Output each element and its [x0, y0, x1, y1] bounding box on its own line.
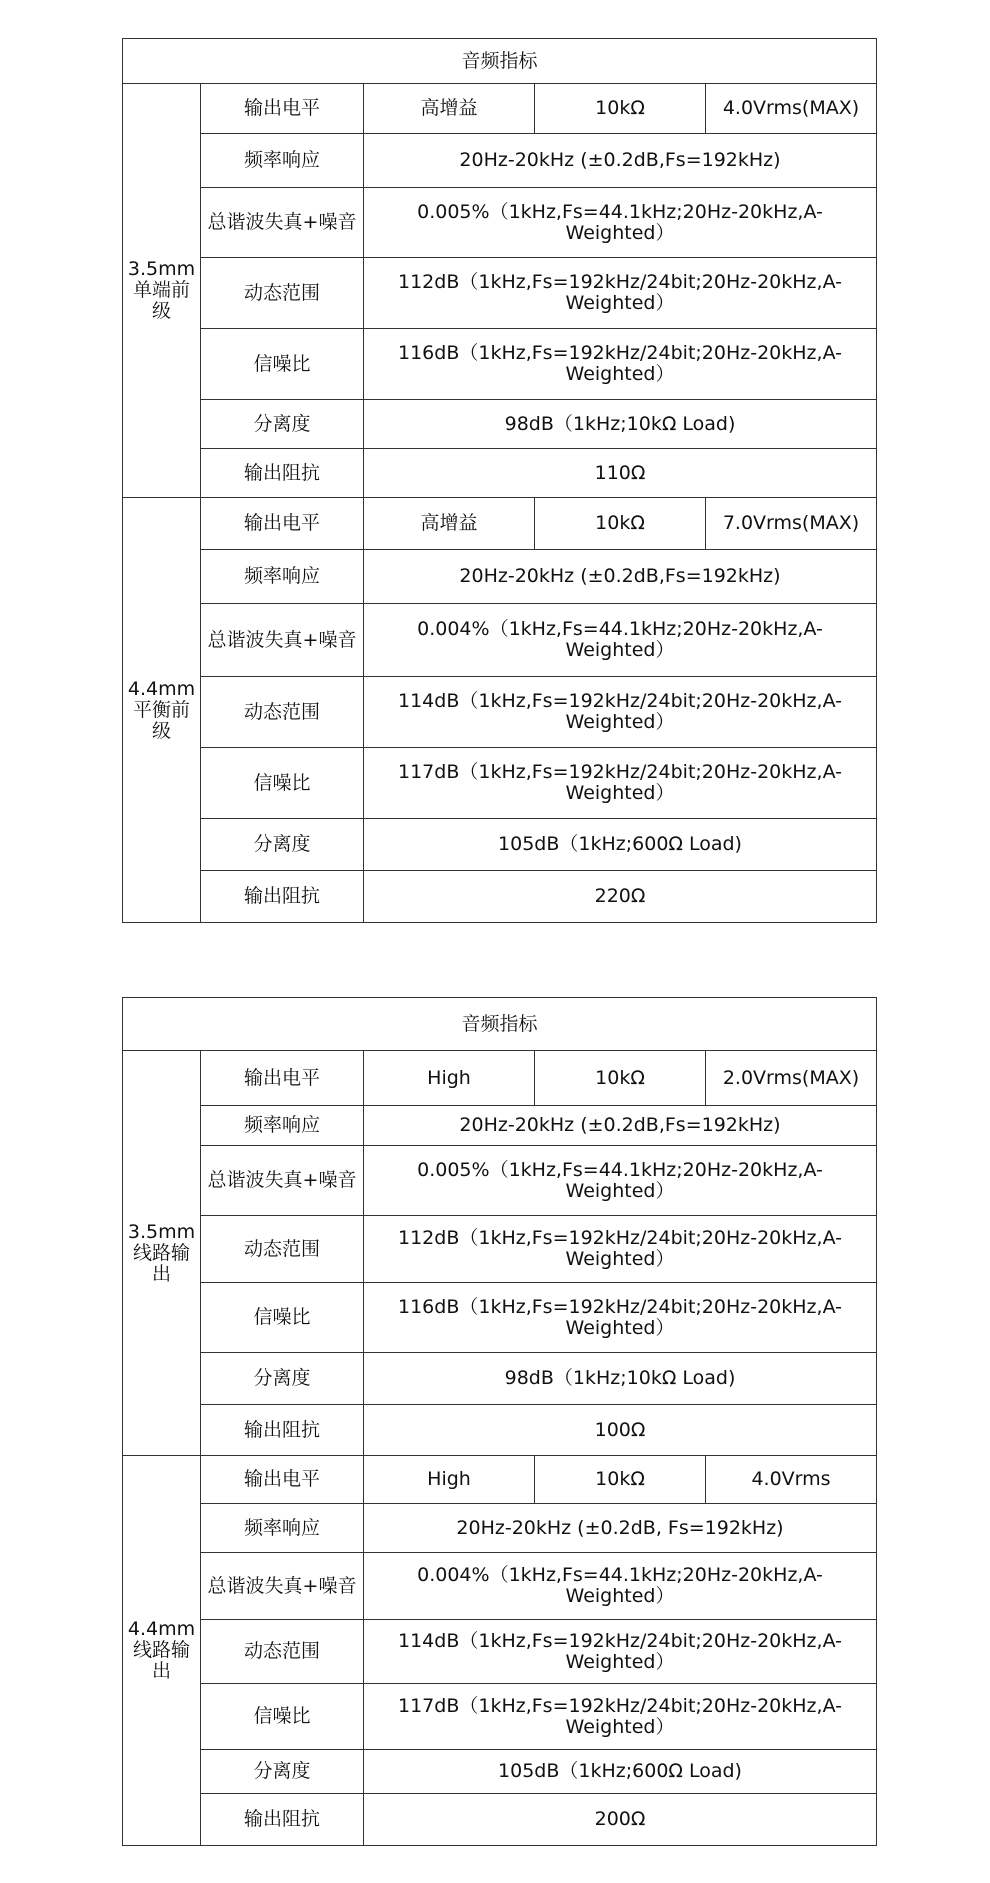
load-cell: 10kΩ: [535, 498, 706, 550]
row-value: 116dB（1kHz,Fs=192kHz/24bit;20Hz-20kHz,A-Weighted）: [364, 1283, 877, 1353]
row-label: 输出阻抗: [201, 449, 364, 498]
table-row: [123, 1504, 877, 1553]
row-value: 0.004%（1kHz,Fs=44.1kHz;20Hz-20kHz,A-Weighted）: [364, 1553, 877, 1620]
table-row: [123, 1794, 877, 1846]
output-level-cell: 4.0Vrms: [706, 1456, 877, 1504]
output-level-cell: 2.0Vrms(MAX): [706, 1051, 877, 1106]
row-label: 动态范围: [201, 1620, 364, 1684]
table-row: [123, 1216, 877, 1283]
row-label: 动态范围: [201, 258, 364, 329]
row-value: 0.005%（1kHz,Fs=44.1kHz;20Hz-20kHz,A-Weighted）: [364, 188, 877, 258]
gain-mode-cell: 高增益: [364, 498, 535, 550]
table-row: [123, 604, 877, 677]
table-row: [123, 1684, 877, 1750]
table-row: [123, 1456, 877, 1504]
table-row: [123, 1283, 877, 1353]
row-label: 信噪比: [201, 1283, 364, 1353]
row-value: 105dB（1kHz;600Ω Load): [364, 819, 877, 871]
group-label: 3.5mm单端前级: [123, 84, 201, 498]
table-row: [123, 1553, 877, 1620]
row-value: 112dB（1kHz,Fs=192kHz/24bit;20Hz-20kHz,A-Weighted）: [364, 258, 877, 329]
table-row: [123, 188, 877, 258]
row-label: 信噪比: [201, 329, 364, 400]
row-label: 总谐波失真+噪音: [201, 1553, 364, 1620]
table-row: [123, 1620, 877, 1684]
row-label: 输出电平: [201, 1051, 364, 1106]
table-title-row: [123, 998, 877, 1051]
row-label: 信噪比: [201, 748, 364, 819]
row-value: 116dB（1kHz,Fs=192kHz/24bit;20Hz-20kHz,A-Weighted）: [364, 329, 877, 400]
row-value: 20Hz-20kHz (±0.2dB,Fs=192kHz): [364, 134, 877, 188]
row-value: 105dB（1kHz;600Ω Load): [364, 1750, 877, 1794]
row-value: 220Ω: [364, 871, 877, 923]
row-value: 0.004%（1kHz,Fs=44.1kHz;20Hz-20kHz,A-Weighted）: [364, 604, 877, 677]
row-label: 动态范围: [201, 1216, 364, 1283]
output-level-cell: 7.0Vrms(MAX): [706, 498, 877, 550]
table-row: [123, 819, 877, 871]
row-label: 输出阻抗: [201, 1794, 364, 1846]
table-title-row: [123, 39, 877, 84]
table-title: 音频指标: [123, 39, 877, 84]
row-label: 输出阻抗: [201, 1405, 364, 1456]
row-label: 输出阻抗: [201, 871, 364, 923]
gain-mode-cell: 高增益: [364, 84, 535, 134]
table-row: [123, 1051, 877, 1106]
load-cell: 10kΩ: [535, 1456, 706, 1504]
load-cell: 10kΩ: [535, 84, 706, 134]
row-label: 信噪比: [201, 1684, 364, 1750]
gain-mode-cell: High: [364, 1456, 535, 1504]
row-value: 114dB（1kHz,Fs=192kHz/24bit;20Hz-20kHz,A-Weighted）: [364, 677, 877, 748]
row-label: 频率响应: [201, 550, 364, 604]
row-label: 频率响应: [201, 134, 364, 188]
load-cell: 10kΩ: [535, 1051, 706, 1106]
row-value: 117dB（1kHz,Fs=192kHz/24bit;20Hz-20kHz,A-Weighted）: [364, 1684, 877, 1750]
table-row: [123, 677, 877, 748]
table-row: [123, 449, 877, 498]
row-label: 总谐波失真+噪音: [201, 1146, 364, 1216]
table-row: [123, 1405, 877, 1456]
table-row: [123, 748, 877, 819]
table-row: [123, 871, 877, 923]
table-row: [123, 84, 877, 134]
row-label: 分离度: [201, 1353, 364, 1405]
row-label: 频率响应: [201, 1106, 364, 1146]
row-value: 20Hz-20kHz (±0.2dB,Fs=192kHz): [364, 1106, 877, 1146]
row-value: 0.005%（1kHz,Fs=44.1kHz;20Hz-20kHz,A-Weighted）: [364, 1146, 877, 1216]
row-value: 117dB（1kHz,Fs=192kHz/24bit;20Hz-20kHz,A-Weighted）: [364, 748, 877, 819]
row-value: 200Ω: [364, 1794, 877, 1846]
audio-spec-table-1: [122, 38, 877, 923]
row-value: 20Hz-20kHz (±0.2dB,Fs=192kHz): [364, 550, 877, 604]
row-value: 100Ω: [364, 1405, 877, 1456]
row-value: 114dB（1kHz,Fs=192kHz/24bit;20Hz-20kHz,A-Weighted）: [364, 1620, 877, 1684]
row-value: 98dB（1kHz;10kΩ Load): [364, 1353, 877, 1405]
table-row: [123, 1353, 877, 1405]
output-level-cell: 4.0Vrms(MAX): [706, 84, 877, 134]
row-label: 分离度: [201, 1750, 364, 1794]
group-label: 3.5mm线路输出: [123, 1051, 201, 1456]
table-row: [123, 329, 877, 400]
row-label: 分离度: [201, 400, 364, 449]
table-title: 音频指标: [123, 998, 877, 1051]
row-label: 频率响应: [201, 1504, 364, 1553]
row-label: 总谐波失真+噪音: [201, 604, 364, 677]
row-value: 112dB（1kHz,Fs=192kHz/24bit;20Hz-20kHz,A-Weighted）: [364, 1216, 877, 1283]
gain-mode-cell: High: [364, 1051, 535, 1106]
table-row: [123, 1106, 877, 1146]
table-row: [123, 498, 877, 550]
table-row: [123, 134, 877, 188]
row-label: 分离度: [201, 819, 364, 871]
row-value: 20Hz-20kHz (±0.2dB, Fs=192kHz): [364, 1504, 877, 1553]
group-label: 4.4mm平衡前级: [123, 498, 201, 923]
row-label: 总谐波失真+噪音: [201, 188, 364, 258]
table-row: [123, 1750, 877, 1794]
table-row: [123, 1146, 877, 1216]
table-row: [123, 550, 877, 604]
row-value: 98dB（1kHz;10kΩ Load): [364, 400, 877, 449]
audio-spec-table-2: [122, 997, 877, 1846]
row-label: 输出电平: [201, 1456, 364, 1504]
row-label: 动态范围: [201, 677, 364, 748]
row-label: 输出电平: [201, 498, 364, 550]
row-label: 输出电平: [201, 84, 364, 134]
table-row: [123, 258, 877, 329]
group-label: 4.4mm线路输出: [123, 1456, 201, 1846]
row-value: 110Ω: [364, 449, 877, 498]
table-row: [123, 400, 877, 449]
